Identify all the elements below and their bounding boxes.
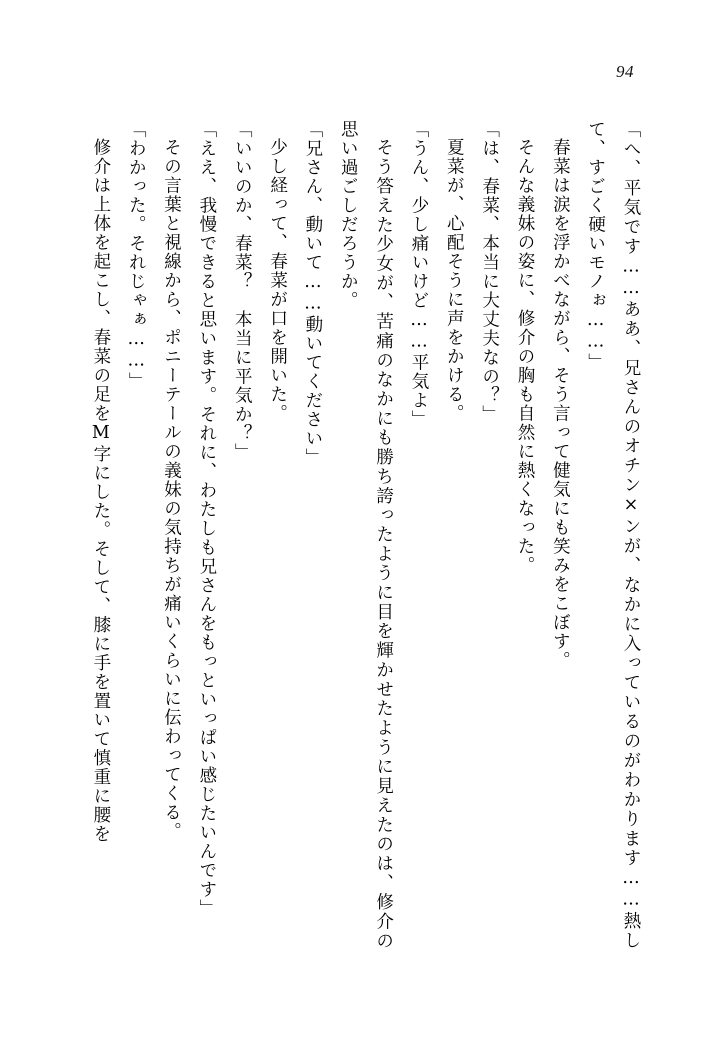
paragraph: 「は、春菜、本当に大丈夫なの？」	[479, 120, 500, 424]
paragraph: そう答えた少女が、苦痛のなかにも勝ち誇ったように目を輝かせたように見えたのは、修介の思い過ごしだろうか。	[338, 120, 394, 950]
paragraph: そんな義妹の姿に、修介の胸も自然に熱くなった。	[514, 137, 535, 575]
paragraph: 「へ、平気です……ああ、兄さんのオチン×ンが、なかに入っているのがわかります……熱して、すごく硬いモノぉ……」	[585, 120, 641, 950]
paragraph: 修介は上体を起こし、春菜の足をM字にした。そして、膝に手を置いて慎重に腰を	[90, 137, 111, 843]
page-number: 94	[616, 62, 634, 81]
paragraph: 夏菜が、心配そうに声をかける。	[444, 137, 465, 423]
page-text-body	[68, 120, 648, 950]
paragraph: 少し経って、春菜が口を開いた。	[267, 137, 288, 423]
paragraph: 「いいのか、春菜？ 本当に平気か？」	[232, 120, 253, 462]
paragraph: 「わかった。それじゃぁ……」	[126, 120, 147, 391]
paragraph: 「ええ、我慢できると思います。それに、わたしも兄さんをもっといっぱい感じたいんです」	[196, 120, 217, 918]
paragraph: 春菜は涙を浮かべながら、そう言って健気にも笑みをこぼす。	[550, 137, 571, 670]
paragraph: 「うん、少し痛いけど……平気よ」	[408, 120, 429, 429]
paragraph: 「兄さん、動いて……動いてください」	[302, 120, 323, 467]
paragraph: その言葉と視線から、ポニーテールの義妹の気持ちが痛いくらいに伝わってくる。	[161, 137, 182, 841]
